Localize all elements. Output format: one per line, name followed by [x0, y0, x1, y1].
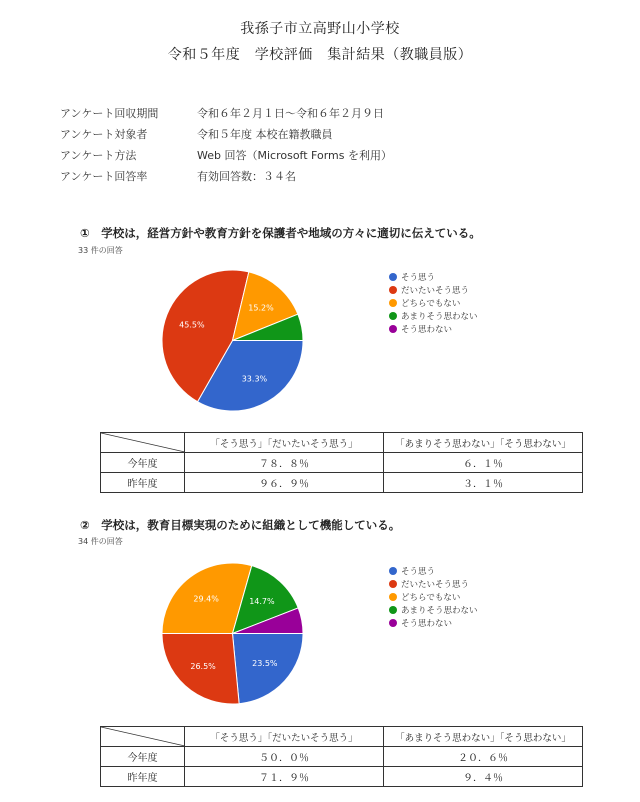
legend-swatch	[389, 286, 397, 294]
header-positive: 「そう思う」「だいたいそう思う」	[185, 433, 384, 453]
legend-label: そう思う	[401, 273, 436, 283]
slice-label: 29.4%	[193, 594, 219, 604]
question-title: ① 学校は，経営方針や教育方針を保護者や地域の方々に適切に伝えている。	[80, 226, 481, 240]
table-row	[101, 473, 583, 493]
negative-cell: ６．１％	[384, 453, 583, 473]
year-cell: 昨年度	[101, 767, 185, 787]
positive-cell: ７８．８％	[185, 453, 384, 473]
pie-chart	[160, 268, 305, 413]
legend-label: だいたいそう思う	[401, 580, 470, 590]
legend-swatch	[389, 580, 397, 588]
school-name: 我孫子市立高野山小学校	[240, 21, 400, 37]
negative-cell: ２０．６％	[384, 747, 583, 767]
pie-chart	[160, 561, 305, 706]
legend-label: どちらでもない	[401, 299, 461, 309]
legend-swatch	[389, 606, 397, 614]
slice-label: 14.7%	[249, 597, 275, 607]
year-cell: 今年度	[101, 453, 185, 473]
table-corner-cell	[101, 727, 185, 747]
legend-swatch	[389, 567, 397, 575]
slice-label: 45.5%	[179, 320, 205, 330]
pie-slice	[233, 634, 304, 704]
survey-info-label: アンケート対象者	[60, 128, 148, 141]
comparison-table	[100, 432, 583, 493]
table-header-row	[101, 433, 583, 453]
slice-label: 23.5%	[252, 658, 278, 668]
legend-label: そう思う	[401, 567, 436, 577]
legend-swatch	[389, 325, 397, 333]
diagonal-line	[101, 433, 185, 452]
slice-label: 26.5%	[190, 661, 216, 671]
legend-label: そう思わない	[401, 619, 453, 629]
slice-label: 33.3%	[241, 374, 268, 384]
legend-swatch	[389, 619, 397, 627]
report-title: 令和５年度 学校評価 集計結果（教職員版）	[167, 47, 473, 63]
table-corner-cell	[101, 433, 185, 453]
table-row	[101, 767, 583, 787]
survey-info-label: アンケート回収期間	[60, 107, 159, 120]
legend-swatch	[389, 299, 397, 307]
header-positive: 「そう思う」「だいたいそう思う」	[185, 727, 384, 747]
positive-cell: ５０．０％	[185, 747, 384, 767]
survey-info-value: 令和５年度 本校在籍教職員	[197, 128, 333, 141]
response-count: 34 件の回答	[78, 537, 123, 546]
legend-swatch	[389, 593, 397, 601]
year-cell: 昨年度	[101, 473, 185, 493]
legend-label: どちらでもない	[401, 593, 461, 603]
legend-label: そう思わない	[401, 325, 453, 335]
legend-swatch	[389, 312, 397, 320]
survey-info-label: アンケート方法	[60, 149, 137, 162]
comparison-table	[100, 726, 583, 787]
positive-cell: ９６．９％	[185, 473, 384, 493]
legend-label: だいたいそう思う	[401, 286, 470, 296]
legend-label: あまりそう思わない	[401, 606, 478, 616]
diagonal-line	[101, 727, 185, 746]
table-row	[101, 453, 583, 473]
year-cell: 今年度	[101, 747, 185, 767]
negative-cell: ３．１％	[384, 473, 583, 493]
legend-label: あまりそう思わない	[401, 312, 478, 322]
question-title: ② 学校は，教育目標実現のために組織として機能している。	[80, 518, 401, 532]
negative-cell: ９．４％	[384, 767, 583, 787]
table-row	[101, 747, 583, 767]
survey-info-value: 有効回答数：３４名	[197, 170, 296, 183]
legend-swatch	[389, 273, 397, 281]
header-negative: 「あまりそう思わない」「そう思わない」	[384, 727, 583, 747]
survey-info-label: アンケート回答率	[60, 170, 148, 183]
positive-cell: ７１．９％	[185, 767, 384, 787]
survey-info-value: 令和６年２月１日～令和６年２月９日	[197, 107, 384, 120]
header-negative: 「あまりそう思わない」「そう思わない」	[384, 433, 583, 453]
response-count: 33 件の回答	[78, 246, 123, 255]
slice-label: 15.2%	[248, 303, 274, 313]
table-header-row	[101, 727, 583, 747]
survey-info-value: Web 回答（Microsoft Forms を利用）	[197, 149, 392, 162]
